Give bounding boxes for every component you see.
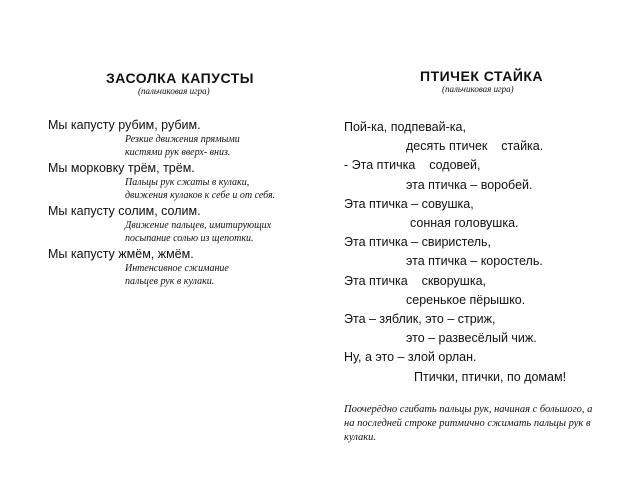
verse-line: эта птичка – коростель.: [406, 254, 543, 269]
movement-note: Пальцы рук сжаты в кулаки,: [125, 177, 250, 188]
verse-line: Эта – зяблик, это – стриж,: [344, 312, 496, 327]
birds-game-column: [344, 68, 634, 455]
verse-line: Ну, а это – злой орлан.: [344, 350, 477, 365]
birds-game-subtitle: (пальчиковая игра): [442, 84, 514, 94]
verse-line: - Эта птичка содовей,: [344, 158, 481, 173]
birds-game-title: ПТИЧЕК СТАЙКА: [420, 68, 544, 84]
movement-note: Движение пальцев, имитирующих: [125, 220, 272, 231]
movement-note: посыпание солью из щепотки.: [125, 233, 254, 244]
movement-note: движения кулаков к себе и от себя.: [125, 190, 276, 201]
verse-line: серенькое пёрышко.: [406, 292, 526, 307]
cabbage-game-subtitle: (пальчиковая игра): [138, 86, 210, 96]
verse-line: Пой-ка, подпевай-ка,: [344, 120, 466, 134]
verse-line: Птички, птички, по домам!: [414, 369, 567, 384]
cabbage-game-verses: [48, 118, 338, 288]
cabbage-game-column: [48, 70, 338, 288]
verse-line: сонная головушка.: [410, 216, 519, 231]
verse-line: Эта птичка – совушка,: [344, 196, 474, 211]
movement-note: Интенсивное сжимание: [125, 263, 229, 274]
movement-note: кистями рук вверх- вниз.: [125, 147, 231, 158]
verse-line: Мы капусту рубим, рубим.: [48, 118, 201, 132]
movement-note: пальцев рук в кулаки.: [125, 276, 215, 287]
verse-line: Мы капусту солим, солим.: [48, 204, 201, 218]
verse-line: Эта птичка – свиристель,: [344, 235, 492, 250]
verse-line: это – развесёлый чиж.: [406, 331, 537, 346]
cabbage-game-title: ЗАСОЛКА КАПУСТЫ: [106, 70, 254, 86]
verse-line: Мы морковку трём, трём.: [48, 161, 195, 175]
movement-note: Резкие движения прямыми: [125, 134, 240, 145]
verse-line: Эта птичка скворушка,: [344, 273, 486, 288]
game-instruction: Поочерёдно сгибать пальцы рук, начиная с большого, а на последней строке ритмично сжимать пальцы рук в кулаки.: [344, 403, 593, 443]
verse-line: эта птичка – воробей.: [406, 177, 533, 192]
birds-game-verses: [344, 118, 634, 387]
verse-line: Мы капусту жмём, жмём.: [48, 247, 194, 261]
verse-line: десять птичек стайка.: [406, 139, 544, 154]
